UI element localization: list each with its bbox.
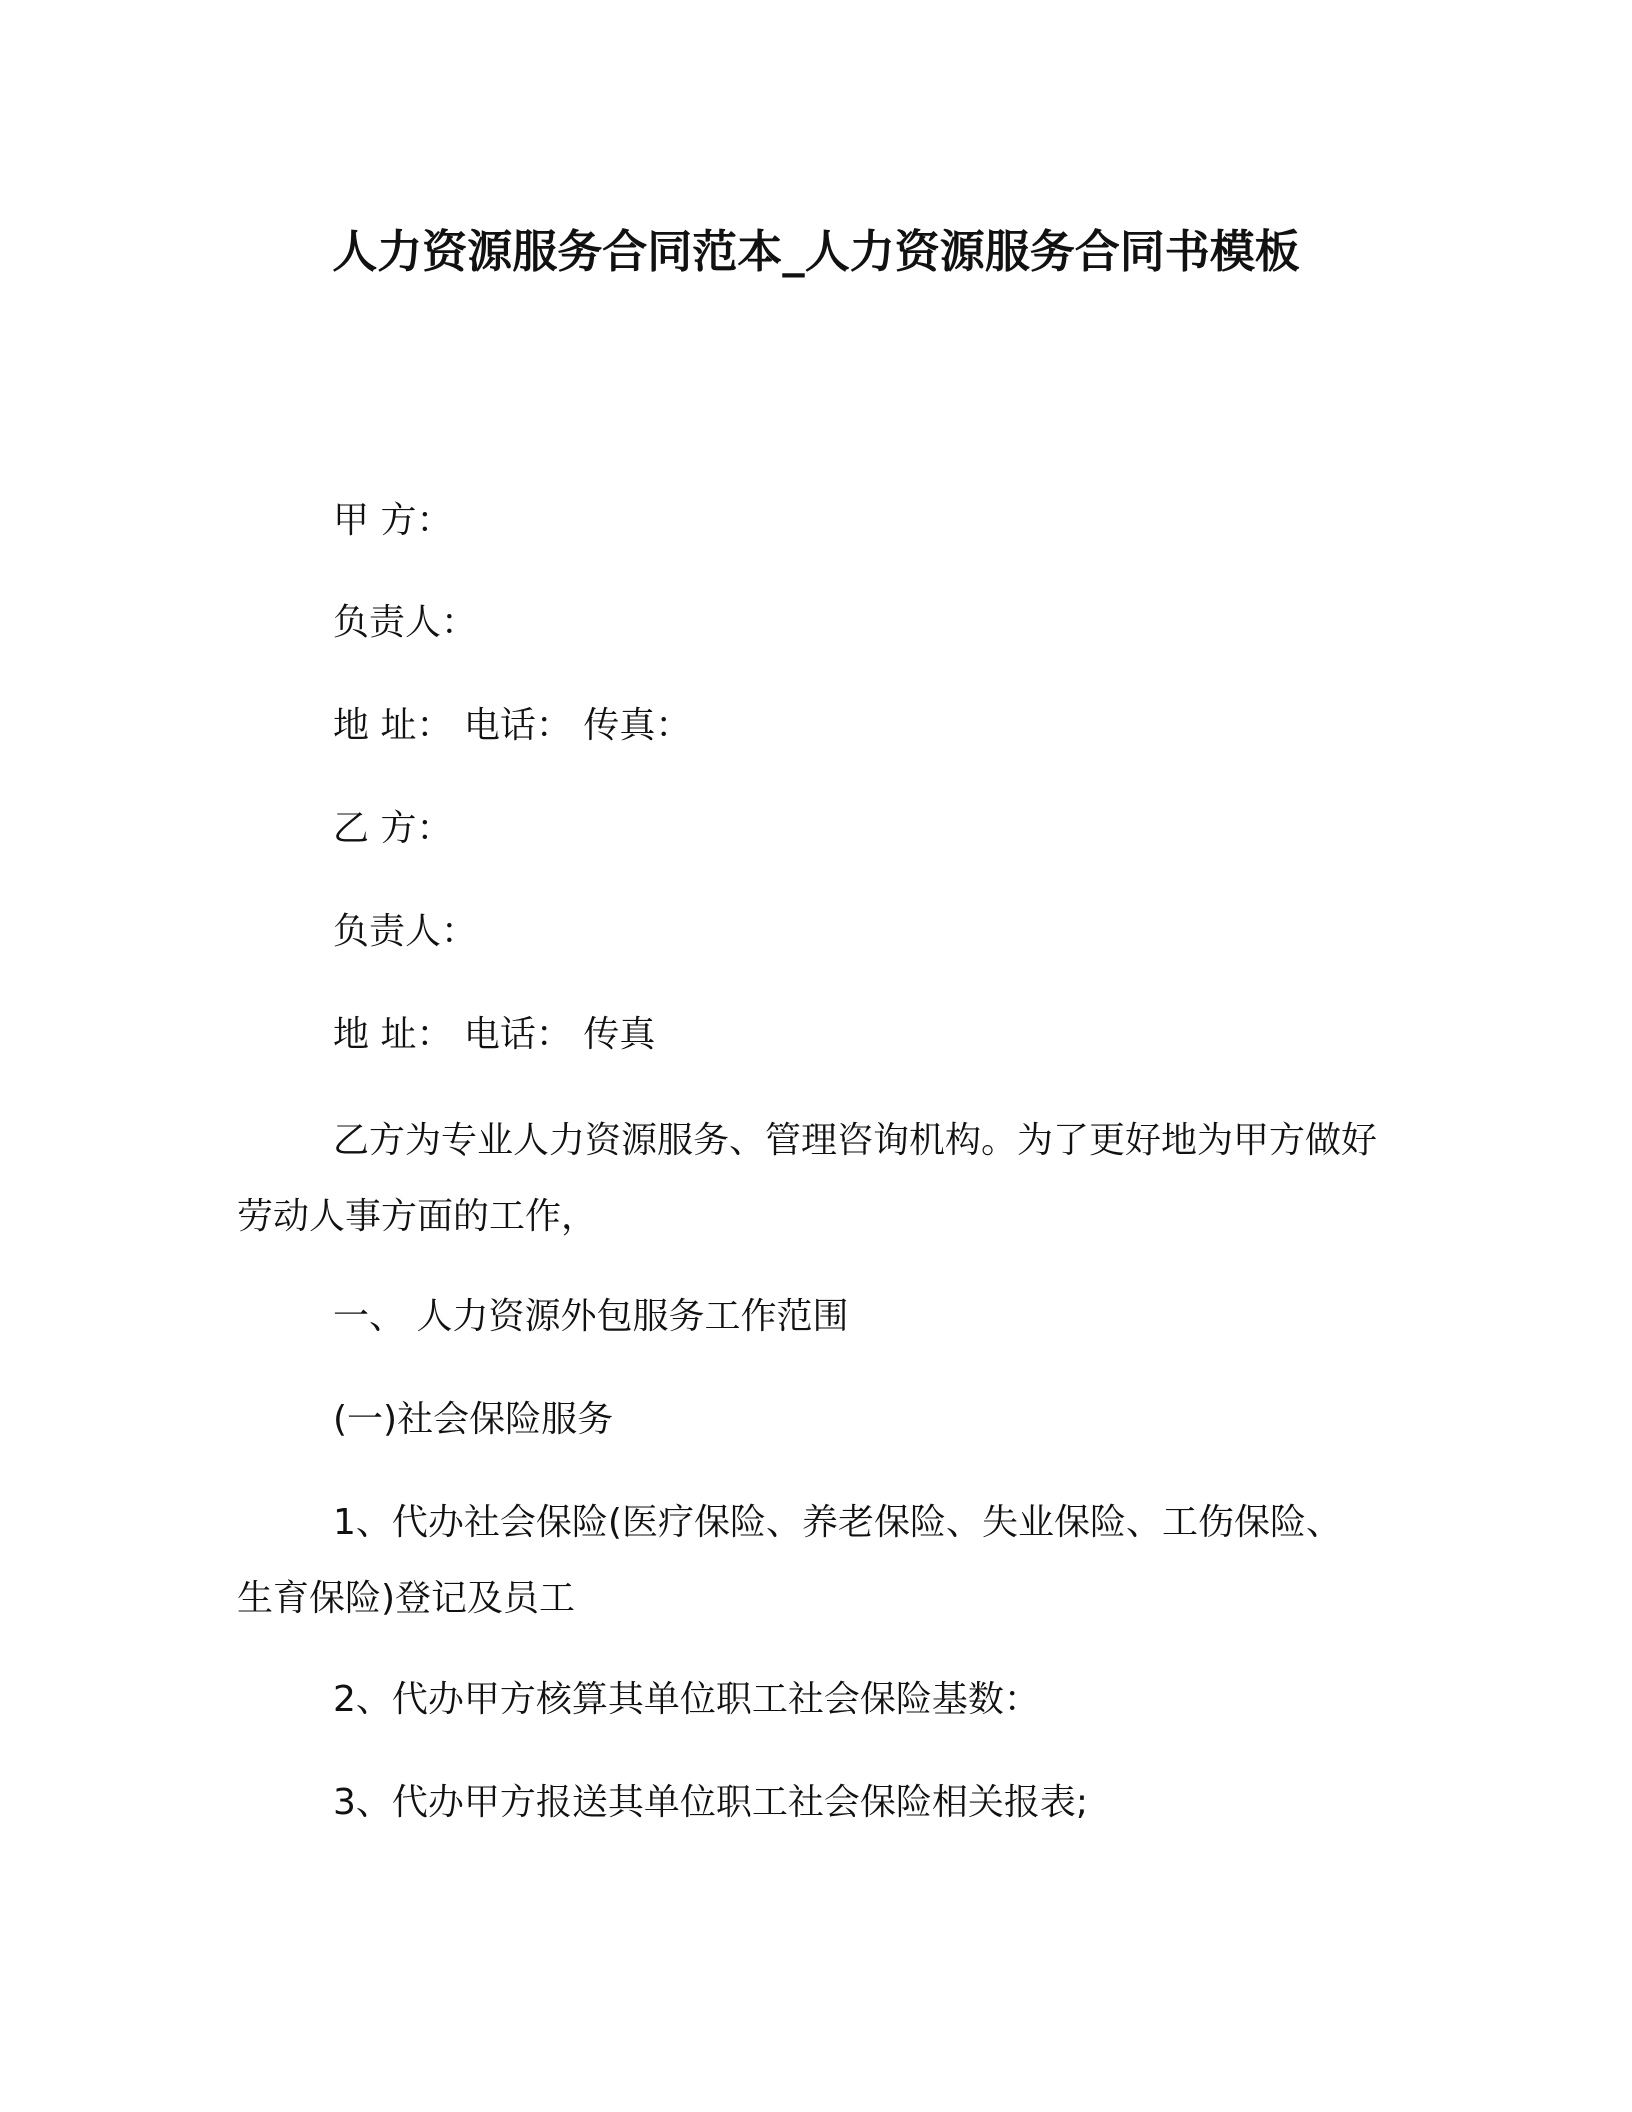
party-a-contact: 地 址： 电话： 传真： — [333, 705, 692, 746]
party-b-label: 乙 方： — [333, 808, 453, 849]
section-1-heading: 一、 人力资源外包服务工作范围 — [333, 1296, 849, 1337]
list-item: 3、代办甲方报送其单位职工社会保险相关报表; — [333, 1782, 1089, 1823]
party-b-responsible: 负责人： — [333, 911, 478, 952]
list-item: 2、代办甲方核算其单位职工社会保险基数： — [333, 1679, 1040, 1720]
party-a-responsible: 负责人： — [333, 602, 478, 643]
document-title: 人力资源服务合同范本_人力资源服务合同书模板 — [332, 225, 1300, 278]
subsection-1-heading: (一)社会保险服务 — [333, 1399, 614, 1440]
party-a-label: 甲 方： — [333, 500, 453, 541]
party-b-contact: 地 址： 电话： 传真 — [333, 1014, 656, 1055]
intro-paragraph: 乙方为专业人力资源服务、管理咨询机构。为了更好地为甲方做好劳动人事方面的工作， — [237, 1120, 1378, 1237]
list-item: 1、代办社会保险(医疗保险、养老保险、失业保险、工伤保险、生育保险)登记及员工 — [237, 1502, 1342, 1619]
